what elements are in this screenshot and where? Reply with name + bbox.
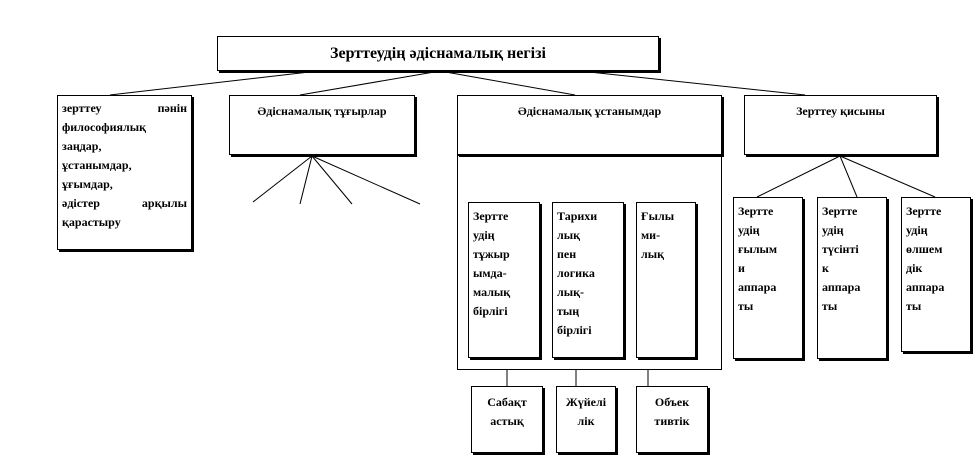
principle-text-line: Зертте (473, 209, 509, 223)
logic-box-explanatory-apparatus (817, 197, 887, 359)
logic-text-line: ғылым (738, 242, 778, 256)
bottom-box-consistency (471, 386, 543, 453)
principle-text-line: лық- (557, 285, 585, 299)
principle-text-line: ми- (641, 228, 661, 242)
bottom-text-line: Сабақт (487, 395, 527, 409)
connector-fan-3 (312, 156, 352, 204)
root-title: Зерттеудің әдіснамалық негізі (330, 45, 546, 62)
bottom-text-line: Объек (654, 395, 690, 409)
bottom-text-line: Жүйелі (565, 395, 607, 409)
logic-text-line: и (738, 261, 745, 275)
branch-text-line: қарастыру (62, 215, 121, 229)
connector-root-branch3 (440, 71, 575, 95)
branch-text-line: зерттеу пәнін (62, 101, 187, 115)
branch-logic-label: Зерттеу қисыны (796, 104, 885, 118)
bottom-text-line: лік (577, 414, 595, 428)
connector-fan-2 (300, 156, 312, 204)
logic-text-line: удің (822, 223, 844, 237)
connector-root-branch4 (580, 71, 805, 95)
principle-text-line: бірлігі (473, 304, 508, 318)
principle-text-line: ымда- (473, 266, 507, 280)
principle-text-line: тұжыр (473, 247, 510, 261)
logic-text-line: түсінті (822, 242, 859, 256)
branch-text-line: ұстанымдар, (62, 158, 132, 172)
principle-text-line: бірлігі (557, 323, 592, 337)
principle-text-line: Ғылы (641, 209, 675, 223)
branch-text-line: әдістер арқылы (62, 196, 187, 210)
connector-fan-1 (253, 156, 312, 202)
bottom-box-systematicity (556, 386, 616, 453)
logic-box-scientific-apparatus (733, 197, 803, 359)
connector-root-branch2 (300, 71, 440, 95)
logic-text-line: ты (906, 299, 922, 313)
branch-logic-box (744, 95, 937, 155)
bottom-text-line: тивтік (654, 414, 690, 428)
branch-principles-box (457, 95, 722, 155)
bottom-text-line: астық (490, 414, 524, 428)
branch-approaches-box (229, 95, 415, 155)
logic-box-measurement-apparatus (901, 197, 971, 352)
branch-text-line: ұғымдар, (62, 177, 113, 191)
logic-text-line: к (822, 261, 829, 275)
logic-text-line: удің (738, 223, 760, 237)
principle-text-line: пен (557, 247, 577, 261)
principle-box-conceptual-unity (468, 202, 540, 358)
principle-text-line: Тарихи (557, 209, 598, 223)
principle-box-scientific (636, 202, 696, 358)
logic-text-line: дік (906, 261, 923, 275)
branch-principles-label: Әдіснамалық ұстанымдар (517, 104, 662, 118)
branch-philosophical-box (57, 95, 192, 250)
logic-text-line: Зертте (738, 204, 774, 218)
logic-text-line: аппара (906, 280, 945, 294)
branch-approaches-label: Әдіснамалық тұғырлар (257, 104, 387, 118)
principle-text-line: удің (473, 228, 495, 242)
logic-text-line: удің (906, 223, 928, 237)
logic-text-line: аппара (822, 280, 861, 294)
branch-text-line: заңдар, (62, 139, 102, 153)
principle-text-line: лық (557, 228, 581, 242)
connector-fan-4 (312, 156, 420, 204)
principle-text-line: лық (641, 247, 665, 261)
principle-text-line: логика (557, 266, 595, 280)
bottom-box-objectivity (636, 386, 708, 453)
logic-text-line: ты (738, 299, 754, 313)
logic-text-line: Зертте (822, 204, 858, 218)
logic-text-line: Зертте (906, 204, 942, 218)
connector-logic-1 (757, 156, 840, 197)
principle-text-line: тың (557, 304, 580, 318)
principle-box-historical-logical (552, 202, 624, 358)
logic-text-line: ты (822, 299, 838, 313)
principle-text-line: малық (473, 285, 511, 299)
branch-text-line: философиялық (62, 120, 146, 134)
root-box (217, 36, 659, 71)
connector-root-branch1 (110, 71, 318, 95)
logic-text-line: аппара (738, 280, 777, 294)
logic-text-line: өлшем (906, 242, 943, 256)
